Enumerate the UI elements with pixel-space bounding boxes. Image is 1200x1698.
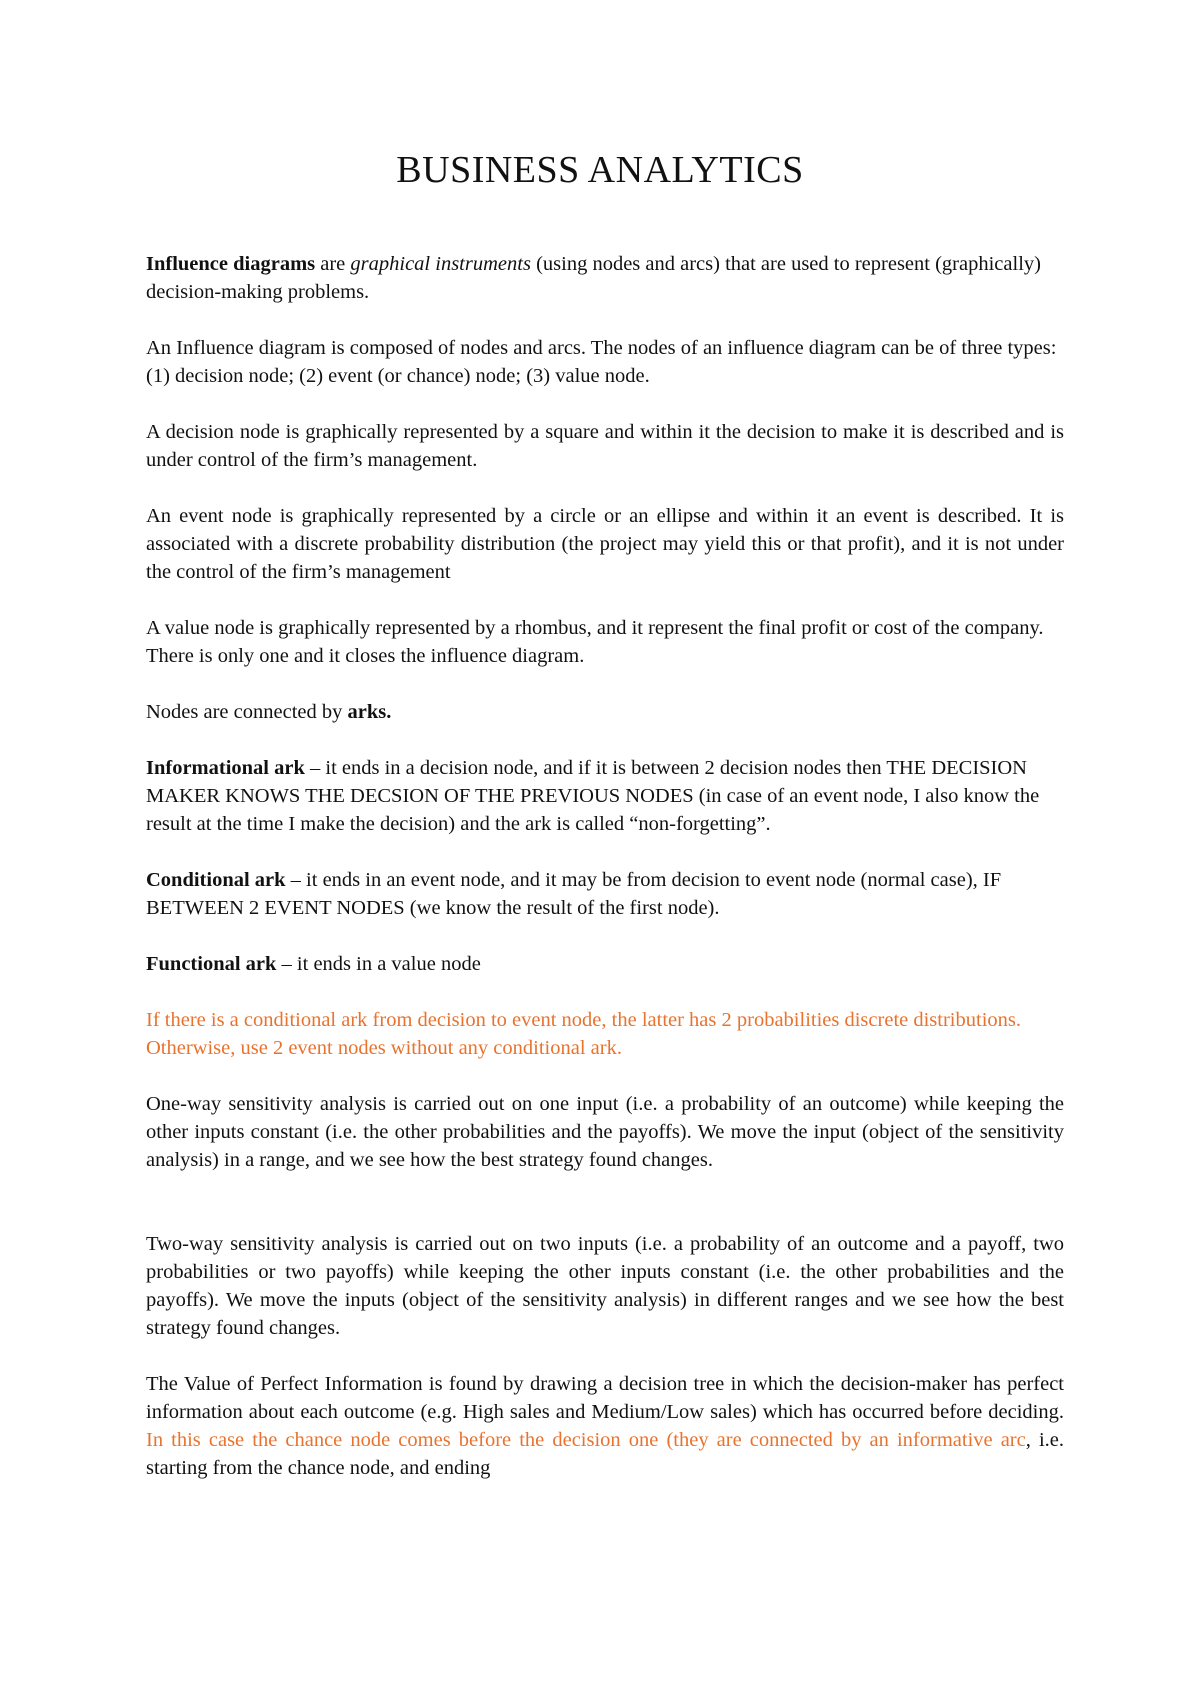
term-functional-ark: Functional ark — [146, 953, 277, 975]
paragraph-highlight-note: If there is a conditional ark from decision to event node, the latter has 2 probabilities discrete distributions. Otherwise, use 2 event nodes without any conditional ark. — [146, 1009, 1021, 1059]
paragraph-influence-diagrams: Influence diagrams are graphical instruments (using nodes and arcs) that are used to represent (graphically) decision-making problems. — [146, 253, 1041, 303]
paragraph-two-way-sensitivity: Two-way sensitivity analysis is carried out on two inputs (i.e. a probability of an outcome and a payoff, two probabilities or two payoffs) while keeping the other inputs constant (i.e. the other probabilities and the payoffs). We move the inputs (object of the sensitivity analysis) in different ranges and we see how the best strategy found changes. — [146, 1233, 1064, 1339]
paragraph-informational-ark: Informational ark – it ends in a decision node, and if it is between 2 decision nodes then THE DECISION MAKER KNOWS THE DECSION OF THE PREVIOUS NODES (in case of an event node, I also know the result at the time I make the decision) and the ark is called “non-forgetting”. — [146, 757, 1040, 835]
paragraph-node-types: An Influence diagram is composed of nodes and arcs. The nodes of an influence diagram can be of three types: (1) decision node; (2) event (or chance) node; (3) value node. — [146, 337, 1057, 387]
term-informational-ark: Informational ark — [146, 757, 305, 779]
term-conditional-ark: Conditional ark — [146, 869, 286, 891]
paragraph-event-node: An event node is graphically represented by a circle or an ellipse and within it an event is described. It is associated with a discrete probability distribution (the project may yield this or that profit), and it is not under the control of the firm’s management — [146, 505, 1064, 583]
page-title: BUSINESS ANALYTICS — [396, 149, 804, 191]
paragraph-value-of-perfect-information: The Value of Perfect Information is found by drawing a decision tree in which the decision-maker has perfect information about each outcome (e.g. High sales and Medium/Low sales) which has occurred before deciding. In this case the chance node comes before the decision one (they are connected by an informative arc, i.e. starting from the chance node, and ending — [146, 1373, 1064, 1479]
paragraph-decision-node: A decision node is graphically represented by a square and within it the decision to make it is described and is under control of the firm’s management. — [146, 421, 1064, 471]
term-influence-diagrams: Influence diagrams — [146, 253, 316, 275]
highlight-chance-node: In this case the chance node comes before the decision one (they are connected by an informative arc — [146, 1429, 1026, 1451]
term-arks: arks. — [347, 701, 392, 723]
paragraph-one-way-sensitivity: One-way sensitivity analysis is carried out on one input (i.e. a probability of an outcome) while keeping the other inputs constant (i.e. the other probabilities and the payoffs). We move the input (object of the sensitivity analysis) in a range, and we see how the best strategy found changes. — [146, 1093, 1064, 1171]
paragraph-conditional-ark: Conditional ark – it ends in an event node, and it may be from decision to event node (normal case), IF BETWEEN 2 EVENT NODES (we know the result of the first node). — [146, 869, 1002, 919]
paragraph-functional-ark: Functional ark – it ends in a value node — [146, 953, 481, 975]
document-body — [146, 250, 1064, 1510]
paragraph-value-node: A value node is graphically represented by a rhombus, and it represent the final profit or cost of the company. There is only one and it closes the influence diagram. — [146, 617, 1044, 667]
emphasis-graphical-instruments: graphical instruments — [350, 253, 531, 275]
paragraph-arks: Nodes are connected by arks. — [146, 701, 392, 723]
